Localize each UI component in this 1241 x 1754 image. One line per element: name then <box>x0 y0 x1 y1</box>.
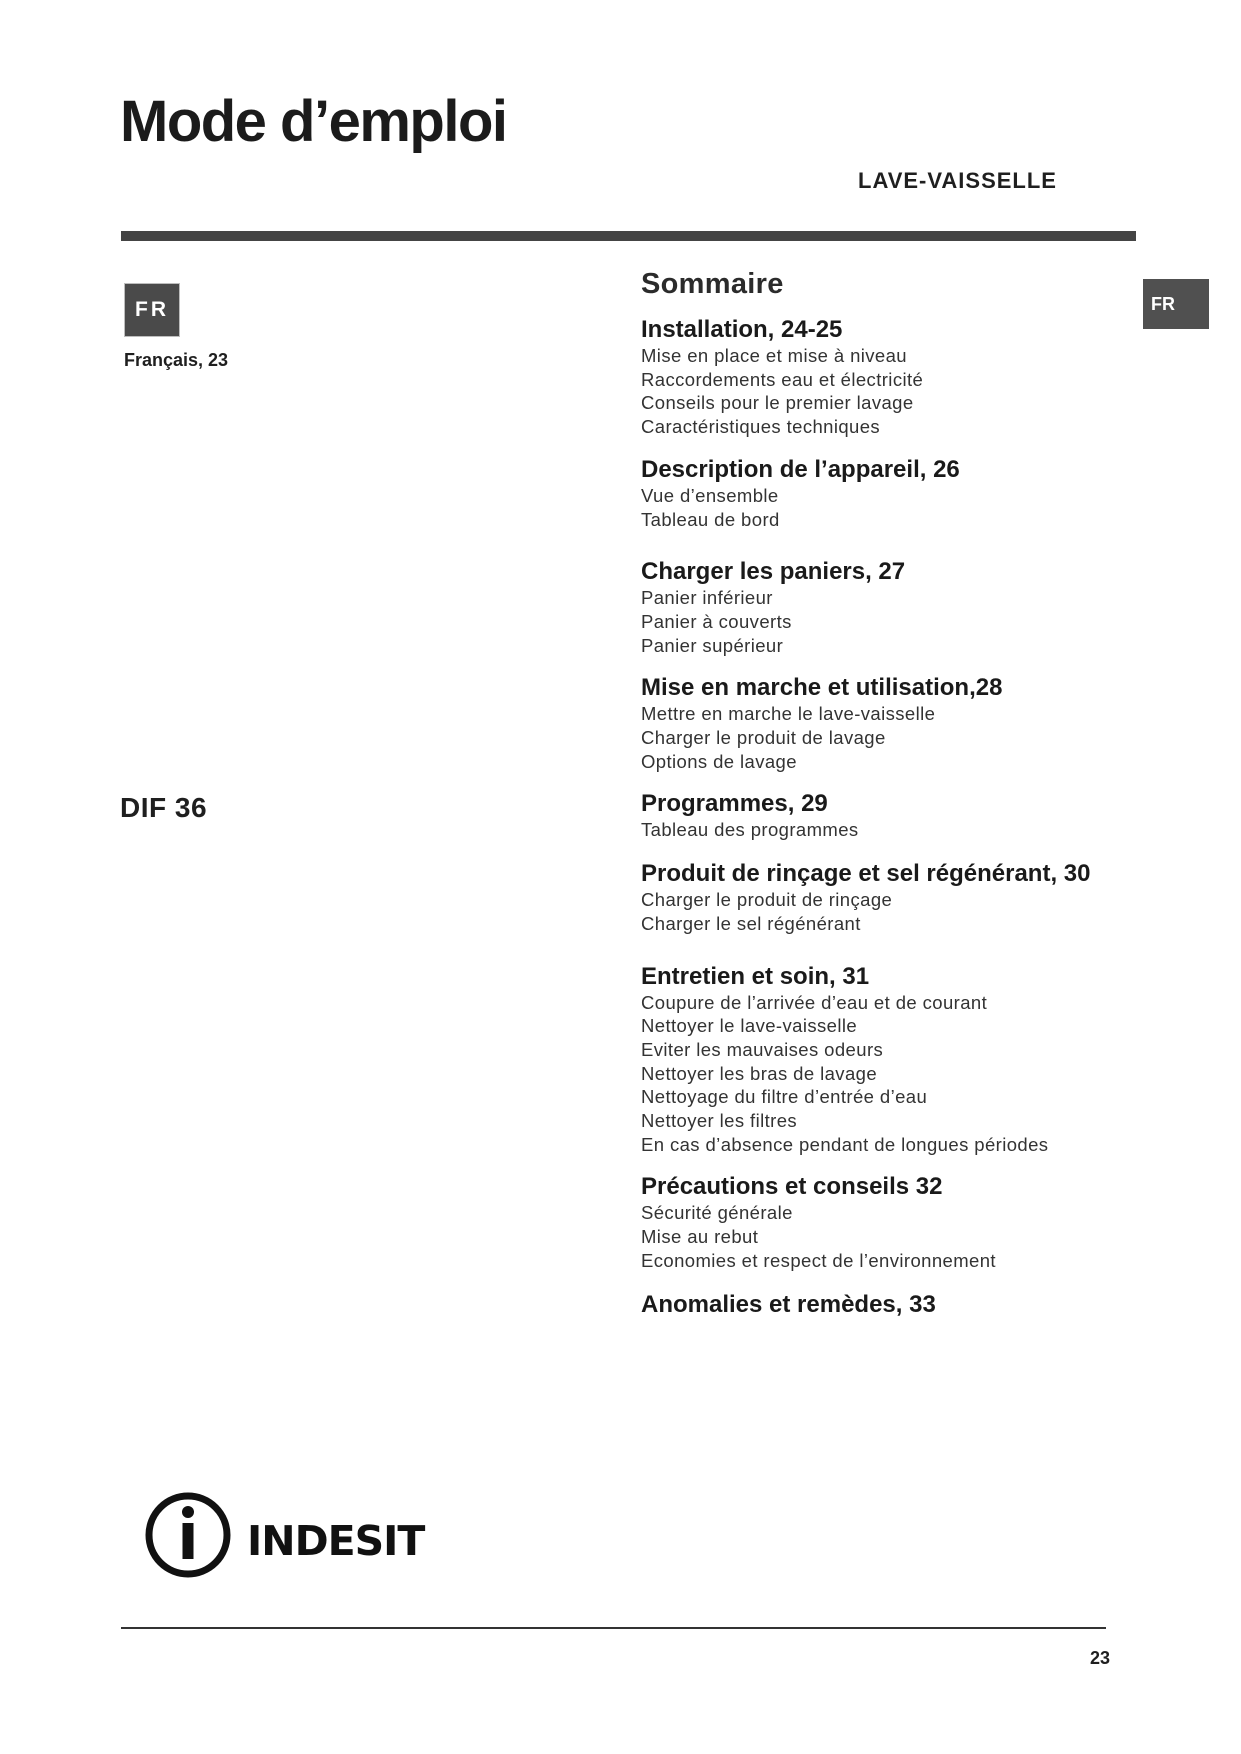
language-badge: FR <box>124 283 180 337</box>
toc-section <box>641 455 1141 531</box>
toc-item: Nettoyer les bras de lavage <box>641 1062 878 1084</box>
toc-item: Charger le sel régénérant <box>641 912 861 934</box>
toc-section-heading: Entretien et soin, 31 <box>641 962 870 990</box>
toc-section <box>641 789 1141 842</box>
toc-item: Nettoyer le lave-vaisselle <box>641 1015 858 1037</box>
page-title: Mode d’emploi <box>120 89 507 154</box>
product-category: LAVE-VAISSELLE <box>858 168 1057 193</box>
toc-section <box>641 859 1141 935</box>
brand-logo <box>143 1490 424 1580</box>
toc-item: Panier à couverts <box>641 610 792 632</box>
toc-section-heading: Mise en marche et utilisation,28 <box>641 674 1003 702</box>
toc-section-heading: Programmes, 29 <box>641 790 828 818</box>
indesit-logo-icon <box>143 1490 233 1580</box>
toc-section-heading: Description de l’appareil, 26 <box>641 455 960 483</box>
model-name: DIF 36 <box>120 792 208 823</box>
toc-item: Coupure de l’arrivée d’eau et de courant <box>641 991 988 1013</box>
language-page-ref: Français, 23 <box>124 350 229 370</box>
toc-item: Nettoyer les filtres <box>641 1110 798 1132</box>
toc-item: Charger le produit de lavage <box>641 727 886 749</box>
toc-item: Tableau des programmes <box>641 819 859 841</box>
toc-section <box>641 557 1141 657</box>
header-divider <box>121 231 1136 241</box>
toc-title: Sommaire <box>641 268 784 300</box>
toc-item: Tableau de bord <box>641 508 780 530</box>
language-side-tab: FR <box>1143 279 1209 329</box>
toc-item: Eviter les mauvaises odeurs <box>641 1038 884 1060</box>
toc-section <box>641 315 1141 439</box>
toc-item: Mise au rebut <box>641 1226 759 1248</box>
toc-section <box>641 673 1141 773</box>
toc-section-heading: Anomalies et remèdes, 33 <box>641 1290 936 1318</box>
toc-item: Raccordements eau et électricité <box>641 368 924 390</box>
toc-item: Mise en place et mise à niveau <box>641 345 907 366</box>
page-number: 23 <box>1090 1648 1111 1668</box>
toc-item: En cas d’absence pendant de longues périodes <box>641 1133 1049 1155</box>
toc-item: Panier inférieur <box>641 587 773 609</box>
brand-name: indesit <box>247 1501 425 1569</box>
toc-item: Vue d’ensemble <box>641 484 779 506</box>
toc-item: Caractéristiques techniques <box>641 416 881 438</box>
toc-item: Nettoyage du filtre d’entrée d’eau <box>641 1086 928 1108</box>
toc-item: Panier supérieur <box>641 634 784 656</box>
toc-section-heading: Précautions et conseils 32 <box>641 1173 943 1201</box>
footer-divider <box>121 1627 1106 1629</box>
toc-section <box>641 1172 1141 1272</box>
toc-section <box>641 1290 1141 1319</box>
toc-section-heading: Charger les paniers, 27 <box>641 558 906 586</box>
toc-item: Sécurité générale <box>641 1202 793 1224</box>
toc-item: Options de lavage <box>641 750 797 772</box>
toc-section-heading: Installation, 24-25 <box>641 316 843 343</box>
toc-section <box>641 962 1141 1157</box>
toc-item: Mettre en marche le lave-vaisselle <box>641 703 936 725</box>
toc-item: Economies et respect de l’environnement <box>641 1249 996 1271</box>
toc-item: Charger le produit de rinçage <box>641 889 893 911</box>
table-of-contents <box>641 268 1141 1319</box>
toc-item: Conseils pour le premier lavage <box>641 392 914 414</box>
toc-section-heading: Produit de rinçage et sel régénérant, 30 <box>641 860 1091 888</box>
